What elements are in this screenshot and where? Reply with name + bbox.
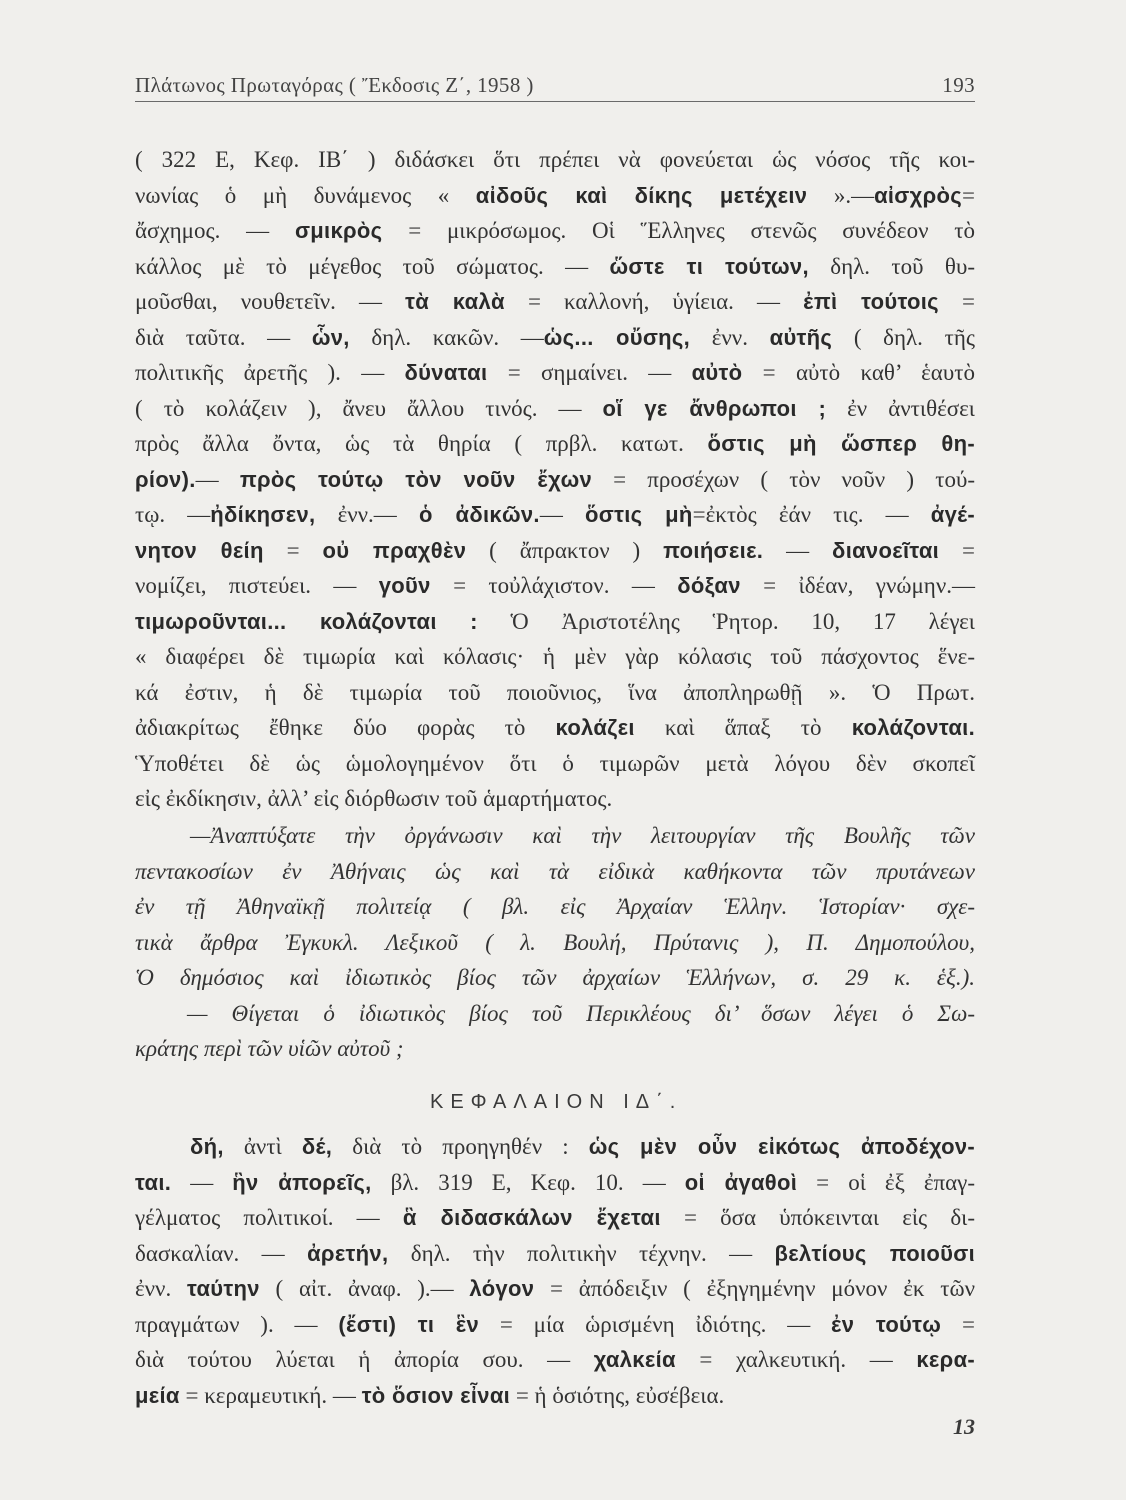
- text-line: [135, 142, 975, 178]
- text-line: [135, 497, 975, 533]
- text-line: [135, 1031, 975, 1067]
- text-run: ( 322 Ε, Κεφ. ΙΒ΄ ) διδάσκει ὅτι πρέπει νὰ φονεύεται ὡς νόσος τῆς κοι-: [135, 147, 975, 172]
- bold-lemma: ται.: [135, 1169, 172, 1195]
- text-run: ἐνν.—: [315, 502, 419, 527]
- text-run: ».—: [807, 182, 875, 208]
- text-line: [135, 996, 975, 1032]
- bold-lemma: νητον θείη: [135, 537, 264, 563]
- bold-lemma: ρίον).: [135, 466, 196, 492]
- page-number: 193: [942, 73, 975, 97]
- bold-lemma: ποιήσειε.: [663, 537, 764, 563]
- text-run: ἐνν.: [690, 324, 770, 350]
- bold-lemma: ὅστις μὴ: [584, 502, 693, 527]
- text-run: τῳ. —: [135, 502, 211, 527]
- bold-lemma: ταύτην: [186, 1276, 260, 1301]
- text-line: [135, 1200, 975, 1236]
- bold-lemma: (ἔστι) τι ἓν: [338, 1311, 480, 1337]
- text-run: διὰ ταῦτα. —: [135, 324, 312, 350]
- running-head-title: Πλάτωνος Πρωταγόρας ( Ἔκδοσις Ζ΄, 1958 ): [135, 73, 534, 97]
- text-run: ἀδιακρίτως ἔθηκε δύο φορὰς τὸ: [135, 715, 556, 740]
- signature-mark: 13: [953, 1414, 975, 1439]
- bold-lemma: κερα-: [916, 1347, 976, 1372]
- bold-lemma: ἃ διδασκάλων ἔχεται: [402, 1205, 661, 1230]
- text-line: [135, 675, 975, 711]
- text-run: πολιτικῆς ἀρετῆς ). —: [135, 360, 405, 385]
- bold-lemma: διανοεῖται: [832, 537, 940, 563]
- text-line: [135, 1236, 975, 1272]
- text-line: [135, 533, 975, 569]
- text-line: [135, 960, 975, 996]
- text-run: δασκαλίαν. —: [135, 1240, 308, 1266]
- text-line: [135, 391, 975, 427]
- text-line: [135, 746, 975, 782]
- text-line: [135, 213, 975, 249]
- bold-lemma: ἀγέ-: [930, 502, 975, 527]
- commentary-paragraph: [135, 142, 975, 817]
- text-line: [135, 568, 975, 604]
- header-rule: [135, 101, 975, 102]
- text-line: [135, 604, 975, 640]
- text-line: [135, 639, 975, 675]
- bold-lemma: ὧν,: [311, 324, 350, 350]
- text-run: = οἱ ἐξ ἐπαγ-: [797, 1169, 976, 1195]
- text-run: = μικρόσωμος. Οἱ Ἕλληνες στενῶς συνέδεον τὸ: [382, 218, 975, 243]
- bold-lemma: ὅστις μὴ ὥσπερ θη-: [707, 431, 975, 456]
- text-run: πεντακοσίων ἐν Ἀθήναις ὡς καὶ τὰ εἰδικὰ καθήκοντα τῶν πρυτάνεων: [135, 858, 975, 884]
- text-run: ( ἄπρακτον ): [466, 537, 664, 563]
- bold-lemma: οἱ ἀγαθοὶ: [684, 1169, 798, 1195]
- text-line: [135, 818, 975, 854]
- text-run: κάλλος μὲ τὸ μέγεθος τοῦ σώματος. —: [135, 253, 610, 279]
- bold-lemma: σμικρὸς: [294, 218, 383, 243]
- text-run: =: [939, 537, 975, 563]
- text-run: —Ἀναπτύξατε τὴν ὀργάνωσιν καὶ τὴν λειτουργίαν τῆς Βουλῆς τῶν: [190, 823, 975, 848]
- text-run: ( τὸ κολάζειν ), ἄνευ ἄλλου τινός. —: [135, 395, 603, 421]
- bold-lemma: αὐτῆς: [769, 324, 833, 350]
- text-run: = ἀπόδειξιν ( ἐξηγημένην μόνον ἐκ τῶν: [534, 1276, 975, 1301]
- text-line: [135, 710, 975, 746]
- study-question-paragraph: [135, 996, 975, 1067]
- text-run: = σημαίνει. —: [487, 360, 692, 385]
- bold-lemma: μεία: [135, 1382, 180, 1408]
- text-run: —: [171, 1169, 233, 1195]
- text-line: [135, 925, 975, 961]
- text-run: — Θίγεται ὁ ἰδιωτικὸς βίος τοῦ Περικλέους δι’ ὅσων λέγει ὁ Σω-: [187, 1000, 975, 1026]
- text-run: καὶ ἅπαξ τὸ: [634, 715, 852, 740]
- text-run: ἐν τῇ Ἀθηναϊκῇ πολιτείᾳ ( βλ. εἰς Ἀρχαίαν Ἑλλην. Ἱστορίαν· σχε-: [135, 894, 975, 919]
- text-line: [135, 1307, 975, 1343]
- running-head: [135, 70, 975, 98]
- bold-lemma: ὥστε τι τούτων,: [609, 253, 809, 279]
- bold-lemma: ὁ ἀδικῶν.: [418, 502, 540, 527]
- text-run: κράτης περὶ τῶν υἱῶν αὐτοῦ ;: [135, 1036, 404, 1061]
- bold-lemma: αἰσχρὸς: [874, 182, 963, 208]
- text-run: = ἡ ὁσιότης, εὐσέβεια.: [510, 1382, 725, 1408]
- text-run: —: [763, 537, 833, 563]
- text-line: [135, 854, 975, 890]
- text-run: =ἐκτὸς ἐάν τις. —: [692, 502, 931, 527]
- text-line: [135, 426, 975, 462]
- text-line: [135, 1271, 975, 1307]
- bold-lemma: ὡς μὲν οὖν εἰκότως ἀποδέχον-: [588, 1134, 976, 1159]
- text-run: =: [263, 537, 323, 563]
- text-line: [135, 889, 975, 925]
- text-run: —: [195, 466, 240, 492]
- bold-lemma: δόξαν: [677, 573, 741, 598]
- bold-lemma: γοῦν: [378, 573, 431, 598]
- bold-lemma: βελτίους ποιοῦσι: [774, 1240, 976, 1266]
- text-run: = αὐτὸ καθ’ ἑαυτὸ: [742, 360, 975, 385]
- text-run: ( δηλ. τῆς: [832, 324, 975, 350]
- text-line: [135, 781, 975, 817]
- text-run: = κεραμευτική. —: [179, 1382, 362, 1408]
- text-run: « διαφέρει δὲ τιμωρία καὶ κόλασις· ἡ μὲν γὰρ κόλασις τοῦ πάσχοντος ἕνε-: [135, 644, 975, 669]
- bold-lemma: ἠδίκησεν,: [210, 502, 316, 527]
- chapter-heading: ΚΕΦΑΛΑΙΟΝ ΙΔ΄.: [430, 1091, 683, 1113]
- bold-lemma: πρὸς τούτῳ τὸν νοῦν ἔχων: [239, 466, 592, 492]
- text-run: πρὸς ἄλλα ὄντα, ὡς τὰ θηρία ( πρβλ. κατωτ.: [135, 431, 708, 456]
- text-run: διὰ τὸ προηγηθέν :: [332, 1134, 589, 1159]
- text-run: ἐν ἀντιθέσει: [826, 395, 975, 421]
- text-run: =: [938, 289, 975, 314]
- text-run: Ὁ δημόσιος καὶ ἰδιωτικὸς βίος τῶν ἀρχαίων Ἑλλήνων, σ. 29 κ. ἑξ.).: [135, 965, 975, 990]
- bold-lemma: λόγον: [469, 1276, 535, 1301]
- text-line: [135, 1342, 975, 1378]
- text-run: Ὁ Ἀριστοτέλης Ῥητορ. 10, 17 λέγει: [477, 608, 975, 634]
- bold-lemma: κολάζονται.: [851, 715, 975, 740]
- bold-lemma: τιμωροῦνται... κολάζονται :: [135, 608, 478, 634]
- chapter-commentary-paragraph: [135, 1129, 975, 1413]
- bold-lemma: οἵ γε ἄνθρωποι ;: [602, 395, 827, 421]
- text-run: = χαλκευτική. —: [675, 1347, 917, 1372]
- text-line: [135, 178, 975, 214]
- text-run: = προσέχων ( τὸν νοῦν ) τού-: [592, 466, 975, 492]
- text-run: κά ἐστιν, ἡ δὲ τιμωρία τοῦ ποιοῦνιος, ἵνα ἀποπληρωθῇ ». Ὁ Πρωτ.: [135, 679, 975, 705]
- bold-lemma: ἣν ἀπορεῖς,: [232, 1169, 372, 1195]
- text-run: δηλ. κακῶν. —: [349, 324, 544, 350]
- text-run: = ἰδέαν, γνώμην.—: [740, 573, 975, 598]
- text-run: =: [962, 182, 975, 208]
- bold-lemma: δύναται: [404, 360, 488, 385]
- text-run: γέλματος πολιτικοί. —: [135, 1205, 403, 1230]
- text-run: βλ. 319 Ε, Κεφ. 10. —: [371, 1169, 685, 1195]
- text-run: διὰ τούτου λύεται ἡ ἀπορία σου. —: [135, 1347, 594, 1372]
- text-run: = καλλονή, ὑγίεια. —: [504, 289, 804, 314]
- text-line: [135, 284, 975, 320]
- text-run: δηλ. τοῦ θυ-: [808, 253, 975, 279]
- bold-lemma: τὰ καλὰ: [405, 289, 505, 314]
- bold-lemma: δέ,: [301, 1134, 333, 1159]
- bold-lemma: χαλκεία: [593, 1347, 676, 1372]
- study-question-paragraph: [135, 818, 975, 996]
- text-line: [135, 462, 975, 498]
- text-run: τικὰ ἄρθρα Ἐγκυκλ. Λεξικοῦ ( λ. Βουλή, Πρύτανις ), Π. Δημοπούλου,: [135, 929, 975, 955]
- text-run: —: [539, 502, 585, 527]
- text-line: [135, 1129, 975, 1165]
- text-run: Ὑποθέτει δὲ ὡς ὡμολογημένον ὅτι ὁ τιμωρῶν μετὰ λόγου δὲν σκοπεῖ: [135, 750, 975, 776]
- bold-lemma: ὡς... οὔσης,: [543, 324, 691, 350]
- text-run: νομίζει, πιστεύει. —: [135, 573, 379, 598]
- bold-lemma: δή,: [190, 1134, 224, 1159]
- bold-lemma: κολάζει: [555, 715, 635, 740]
- text-run: ἐνν.: [135, 1276, 187, 1301]
- text-line: [135, 249, 975, 285]
- bold-lemma: οὐ πραχθὲν: [322, 537, 467, 563]
- bold-lemma: τὸ ὅσιον εἶναι: [361, 1382, 511, 1408]
- text-run: ἄσχημος. —: [135, 218, 295, 243]
- bold-lemma: ἀρετήν,: [307, 1240, 389, 1266]
- text-run: ἀντὶ: [223, 1134, 302, 1159]
- text-line: [135, 1378, 975, 1414]
- text-run: = τοὐλάχιστον. —: [430, 573, 678, 598]
- text-run: ( αἰτ. ἀναφ. ).—: [259, 1276, 470, 1301]
- text-run: εἰς ἐκδίκησιν, ἀλλ’ εἰς διόρθωσιν τοῦ ἁμαρτήματος.: [135, 786, 613, 811]
- text-run: πραγμάτων ). —: [135, 1311, 339, 1337]
- text-line: [135, 355, 975, 391]
- bold-lemma: αὐτὸ: [691, 360, 743, 385]
- text-line: [135, 320, 975, 356]
- bold-lemma: ἐν τούτῳ: [831, 1311, 942, 1337]
- bold-lemma: αἰδοῦς καὶ δίκης μετέχειν: [475, 182, 808, 208]
- text-line: [135, 1165, 975, 1201]
- text-run: = μία ὡρισμένη ἰδιότης. —: [479, 1311, 832, 1337]
- text-run: μοῦσθαι, νουθετεῖν. —: [135, 289, 406, 314]
- text-run: δηλ. τὴν πολιτικὴν τέχνην. —: [388, 1240, 775, 1266]
- bold-lemma: ἐπὶ τούτοις: [803, 289, 939, 314]
- text-run: = ὅσα ὑπόκεινται εἰς δι-: [660, 1205, 975, 1230]
- text-run: =: [941, 1311, 975, 1337]
- text-run: νωνίας ὁ μὴ δυνάμενος «: [135, 182, 476, 208]
